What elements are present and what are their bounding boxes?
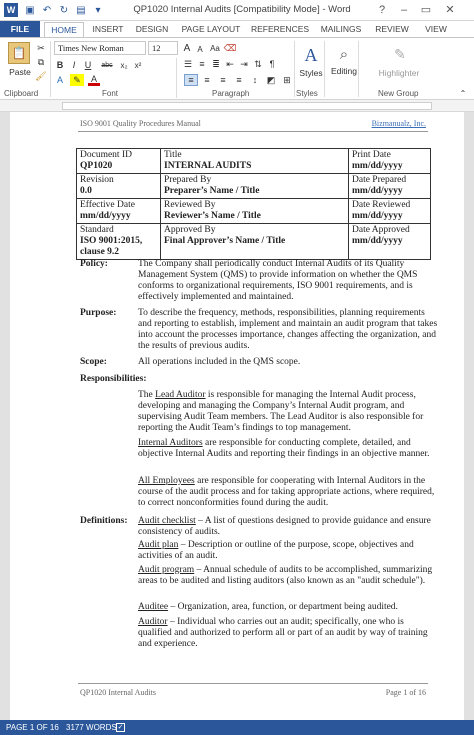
page-footer-left: QP1020 Internal Audits — [80, 688, 156, 697]
underline-button[interactable]: U — [84, 60, 92, 70]
close-button[interactable]: ✕ — [445, 4, 455, 16]
text-run: – A list of questions designed to provide guidance and ensure consistency of audits. — [138, 516, 431, 537]
table-cell — [349, 224, 431, 260]
help-button[interactable]: ? — [378, 4, 386, 16]
tab-mailings[interactable]: MAILINGS — [320, 24, 362, 34]
highlight-color-icon[interactable]: ✎ — [70, 74, 84, 86]
page-header-link[interactable]: Bizmanualz, Inc. — [371, 119, 426, 128]
customize-toolbar-icon[interactable]: ▾ — [95, 4, 101, 16]
font-name-dropdown[interactable]: Times New Roman — [54, 41, 146, 55]
borders-icon[interactable]: ⊞ — [283, 74, 291, 85]
subscript-button[interactable]: x₂ — [120, 60, 128, 70]
cell-value: INTERNAL AUDITS — [164, 161, 252, 171]
purpose-text: To describe the frequency, methods, responsibilities, planning requirements and reporting to establish, implement and maintain an audit program that takes into account the processes importance, changes affecting the organization, and the results of previous audits. — [138, 308, 438, 351]
table-cell — [77, 199, 161, 224]
cell-value: mm/dd/yyyy — [80, 211, 131, 221]
tab-page-layout[interactable]: PAGE LAYOUT — [181, 24, 241, 34]
definition-item — [138, 565, 438, 587]
definition-item — [138, 516, 438, 538]
text-run: The — [138, 390, 156, 400]
superscript-button[interactable]: x² — [134, 60, 142, 70]
policy-text: The Company shall periodically conduct Internal Audits of its Quality Management System (QMS) to provide information on whether the QMS conforms to organizational requirements, ISO 9001 requirements, and is effectively implemented and maintained. — [138, 259, 418, 302]
cell-label: Date Prepared — [352, 175, 407, 185]
text-run: is responsible for managing the Internal Audit process, developing and managing the Company’s Internal Audit program, and supervising Audit Team members. The Lead Auditor is also responsible for reporting the Audit Team’s findings to top management. — [138, 390, 424, 433]
shrink-font-icon[interactable]: A — [197, 44, 203, 54]
cell-value: QP1020 — [80, 161, 113, 171]
table-cell — [349, 149, 431, 174]
justify-icon[interactable]: ≡ — [236, 75, 242, 85]
group-styles-label: Styles — [296, 89, 318, 98]
styles-button[interactable]: Styles — [299, 68, 323, 78]
window-title: QP1020 Internal Audits [Compatibility Mode] - Word — [133, 4, 351, 15]
table-cell — [77, 224, 161, 260]
cell-value: mm/dd/yyyy — [352, 211, 403, 221]
tab-design[interactable]: DESIGN — [135, 24, 169, 34]
font-color-button[interactable]: A — [88, 74, 100, 86]
highlighter-icon[interactable]: ✎ — [394, 45, 406, 62]
text-run: are responsible for cooperating with Internal Auditors in the course of the audit process and for taking appropriate actions, where required, to correct nonconformities found during the audit. — [138, 476, 435, 508]
table-cell — [349, 199, 431, 224]
cell-label: Effective Date — [80, 200, 135, 210]
scope-text: All operations included in the QMS scope. — [138, 357, 301, 367]
styles-icon[interactable]: A — [304, 44, 318, 65]
group-clipboard-label: Clipboard — [4, 89, 39, 98]
word-count-status[interactable]: 3177 WORDS — [66, 723, 117, 732]
term: Lead Auditor — [155, 390, 206, 400]
term: All Employees — [138, 476, 195, 486]
collapse-ribbon-icon[interactable]: ⌃ — [459, 88, 467, 98]
align-right-icon[interactable]: ≡ — [220, 75, 226, 85]
open-icon[interactable]: ▤ — [76, 4, 86, 16]
cell-value: Reviewer’s Name / Title — [164, 211, 261, 221]
format-painter-icon[interactable]: 🖌 — [35, 70, 47, 81]
term: Audit checklist — [138, 516, 196, 526]
highlighter-button[interactable]: Highlighter — [378, 68, 420, 78]
font-size-dropdown[interactable]: 12 — [148, 41, 178, 55]
policy-label: Policy: — [80, 259, 108, 269]
show-marks-icon[interactable]: ¶ — [269, 59, 275, 69]
find-icon[interactable]: ⌕ — [339, 45, 349, 63]
table-cell — [77, 174, 161, 199]
ribbon-home — [0, 37, 474, 100]
cell-label: Reviewed By — [164, 200, 216, 210]
cell-label: Print Date — [352, 150, 391, 160]
tab-insert[interactable]: INSERT — [92, 24, 124, 34]
text-effects-icon[interactable]: A — [56, 75, 63, 85]
shading-icon[interactable]: ◩ — [266, 74, 276, 85]
group-divider — [50, 41, 51, 97]
header-rule — [78, 131, 428, 132]
tab-review[interactable]: REVIEW — [375, 24, 409, 34]
increase-indent-icon[interactable]: ⇥ — [240, 58, 248, 69]
cell-value: Final Approver’s Name / Title — [164, 236, 286, 246]
sort-icon[interactable]: ⇅ — [254, 58, 262, 69]
status-bar — [0, 720, 474, 735]
text-run: – Individual who carries out an audit; specifically, one who is qualified and authorized to perform all or part of an audit by way of training and experience. — [138, 617, 428, 649]
paste-button[interactable]: Paste — [9, 67, 31, 77]
table-row — [77, 149, 431, 174]
cell-label: Standard — [80, 225, 114, 235]
numbering-icon[interactable]: ≡ — [199, 59, 205, 69]
text-run: – Description or outline of the purpose, scope, objectives and activities of an audit. — [138, 540, 414, 561]
word-logo-icon: W — [4, 3, 18, 17]
text-run: – Annual schedule of audits to be accomplished, summarizing areas to be audited and listing auditors (also known as an "audit schedule"). — [138, 565, 433, 586]
purpose-label: Purpose: — [80, 308, 117, 318]
align-center-icon[interactable]: ≡ — [204, 75, 210, 85]
paste-icon[interactable]: 📋 — [8, 42, 30, 64]
cell-value: mm/dd/yyyy — [352, 236, 403, 246]
page-count-status[interactable]: PAGE 1 OF 16 — [6, 723, 59, 732]
clear-formatting-icon[interactable]: ⌫ — [223, 42, 237, 53]
editing-button[interactable]: Editing — [331, 66, 357, 76]
scope-label: Scope: — [80, 357, 107, 367]
italic-button[interactable]: I — [72, 60, 76, 70]
change-case-icon[interactable]: Aa — [210, 43, 220, 53]
cell-label: Title — [164, 150, 182, 160]
ruler-track — [62, 102, 432, 110]
term: Auditor — [138, 617, 168, 627]
document-page[interactable] — [10, 112, 464, 720]
tab-references[interactable]: REFERENCES — [250, 24, 310, 34]
cell-label: Prepared By — [164, 175, 212, 185]
group-font-label: Font — [102, 89, 119, 98]
page-header-left: ISO 9001 Quality Procedures Manual — [80, 119, 201, 128]
table-cell — [161, 224, 349, 260]
cell-label: Approved By — [164, 225, 216, 235]
definitions-label: Definitions: — [80, 516, 128, 526]
tab-view[interactable]: VIEW — [425, 24, 447, 34]
page-footer-right: Page 1 of 16 — [385, 688, 426, 697]
group-divider — [358, 41, 359, 97]
align-left-icon[interactable]: ≡ — [184, 74, 198, 86]
term: Internal Auditors — [138, 438, 203, 448]
responsibility-lead-auditor — [138, 390, 438, 434]
table-cell — [161, 199, 349, 224]
bullets-icon[interactable]: ☰ — [183, 58, 193, 69]
horizontal-ruler[interactable] — [0, 100, 474, 112]
table-cell — [161, 174, 349, 199]
cell-value: 0.0 — [80, 186, 92, 196]
responsibility-internal-auditors — [138, 438, 438, 460]
strikethrough-button[interactable]: abc — [101, 61, 113, 69]
term: Audit plan — [138, 540, 179, 550]
text-run: – Organization, area, function, or department being audited. — [168, 602, 398, 612]
cell-value: ISO 9001:2015, clause 9.2 — [80, 236, 143, 257]
table-row — [77, 199, 431, 224]
decrease-indent-icon[interactable]: ⇤ — [226, 58, 234, 69]
table-row — [77, 174, 431, 199]
group-divider — [324, 41, 325, 97]
cell-label: Date Reviewed — [352, 200, 411, 210]
group-divider — [176, 58, 177, 98]
table-cell — [349, 174, 431, 199]
redo-icon[interactable]: ↻ — [59, 4, 69, 16]
bold-button[interactable]: B — [56, 60, 64, 70]
grow-font-icon[interactable]: A — [183, 42, 191, 54]
cell-value: mm/dd/yyyy — [352, 186, 403, 196]
document-info-table — [76, 148, 431, 260]
restore-button[interactable]: ▭ — [420, 4, 432, 16]
cell-label: Date Approved — [352, 225, 410, 235]
copy-icon[interactable]: ⧉ — [37, 56, 45, 67]
responsibility-all-employees — [138, 476, 438, 509]
group-new-label: New Group — [378, 89, 419, 98]
cell-value: Preparer’s Name / Title — [164, 186, 260, 196]
line-spacing-icon[interactable]: ↕ — [252, 75, 258, 85]
footer-rule — [78, 683, 428, 684]
cell-value: mm/dd/yyyy — [352, 161, 403, 171]
cell-label: Revision — [80, 175, 114, 185]
table-row — [77, 224, 431, 260]
proofing-icon[interactable]: ✓ — [117, 724, 124, 731]
definition-item — [138, 617, 438, 650]
table-cell — [77, 149, 161, 174]
document-canvas[interactable] — [0, 112, 474, 720]
tab-file[interactable]: FILE — [0, 21, 40, 37]
undo-icon[interactable]: ↶ — [42, 4, 52, 16]
table-cell — [161, 149, 349, 174]
cut-icon[interactable]: ✂ — [37, 42, 45, 53]
title-bar — [0, 0, 474, 21]
cell-label: Document ID — [80, 150, 132, 160]
tab-home[interactable]: HOME — [44, 22, 84, 37]
group-paragraph-label: Paragraph — [212, 89, 250, 98]
responsibilities-label: Responsibilities: — [80, 374, 147, 384]
definition-item — [138, 602, 438, 613]
multilevel-list-icon[interactable]: ≣ — [212, 58, 220, 69]
save-icon[interactable]: ▣ — [25, 4, 35, 16]
ribbon-tabs — [0, 21, 474, 37]
definition-item — [138, 540, 438, 562]
term: Audit program — [138, 565, 195, 575]
minimize-button[interactable]: – — [400, 4, 408, 16]
term: Auditee — [138, 602, 169, 612]
text-run: are responsible for conducting complete, detailed, and objective Internal Audits and reporting their findings in an objective manner. — [138, 438, 430, 459]
